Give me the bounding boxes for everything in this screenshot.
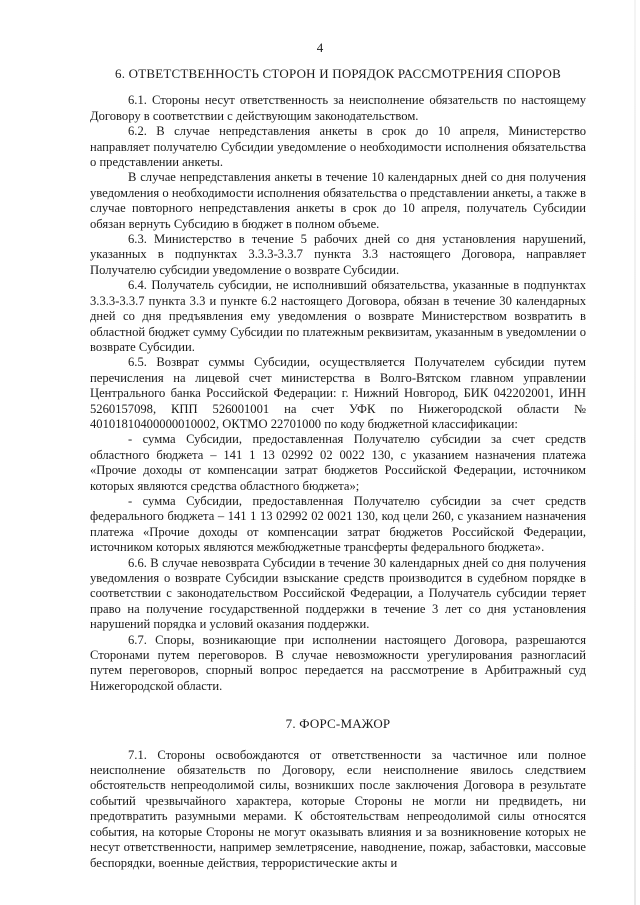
paragraph-6-6: 6.6. В случае невозврата Субсидии в течение 30 календарных дней со дня получения уведомления о возврате Субсидии взыскание средств производится в судебном порядке в соответствии с законодательством Российской Федерации, а Получатель субсидии теряет право на получение государственной поддержки в течение 3 лет со дня установления нарушений порядка и условий оказания поддержки. bbox=[90, 555, 586, 632]
paragraph-7-1: 7.1. Стороны освобождаются от ответственности за частичное или полное неисполнение обязательств по Договору, если неисполнение явилось следствием обстоятельств непреодолимой силы, возникших после заключения Договора в результате событий чрезвычайного характера, которые Стороны не могли ни предвидеть, ни предотвратить разумными мерами. К обстоятельствам непреодолимой силы относятся события, на которые Стороны не могут оказывать влияния и за возникновение которых не несут ответственности, например землетрясение, наводнение, пожар, забастовки, массовые беспорядки, военные действия, террористические акты и bbox=[90, 747, 586, 870]
paragraph-6-5-regional-budget: - сумма Субсидии, предоставленная Получателю субсидии за счет средств областного бюджета – 141 1 13 02992 02 0022 130, с указанием назначения платежа «Прочие доходы от компенсации затрат бюджетов Российской Федерации, источником которых являются средства областного бюджета»; bbox=[90, 432, 586, 493]
paragraph-6-1: 6.1. Стороны несут ответственность за неисполнение обязательств по настоящему Договору в соответствии с действующим законодательством. bbox=[90, 93, 586, 123]
page-number: 4 bbox=[316, 40, 324, 55]
paragraph-6-7: 6.7. Споры, возникающие при исполнении настоящего Договора, разрешаются Сторонами путем переговоров. В случае невозможности урегулирования разногласий путем переговоров, спорный вопрос передается на рассмотрение в Арбитражный суд Нижегородской области. bbox=[90, 632, 586, 693]
section-7-heading: 7. ФОРС-МАЖОР bbox=[285, 716, 391, 732]
paragraph-6-5-federal-budget: - сумма Субсидии, предоставленная Получателю субсидии за счет средств федерального бюджета – 141 1 13 02992 02 0021 130, код цели 260, с указанием назначения платежа «Прочие доходы от компенсации затрат бюджетов Российской Федерации, источником которых являются межбюджетные трансферты федерального бюджета». bbox=[90, 493, 586, 555]
section-6-heading: 6. ОТВЕТСТВЕННОСТЬ СТОРОН И ПОРЯДОК РАССМОТРЕНИЯ СПОРОВ bbox=[115, 66, 561, 81]
paragraph-6-4: 6.4. Получатель субсидии, не исполнивший обязательства, указанные в подпунктах 3.3.3-3.3.7 пункта 3.3 и пункте 6.2 настоящего Договора, обязан в течение 30 календарных дней со дня предъявления ему уведомления о возврате Министерством возвратить в областной бюджет сумму Субсидии по платежным реквизитам, указанным в уведомлении о возврате Субсидии. bbox=[90, 278, 586, 354]
paragraph-6-3: 6.3. Министерство в течение 5 рабочих дней со дня установления нарушений, указанных в подпунктах 3.3.3-3.3.7 пункта 3.3 настоящего Договора, направляет Получателю субсидии уведомление о возврате Субсидии. bbox=[90, 232, 586, 277]
scan-edge-shadow bbox=[634, 0, 636, 905]
paragraph-6-2: 6.2. В случае непредставления анкеты в срок до 10 апреля, Министерство направляет получателю Субсидии уведомление о необходимости исполнения обязательства о представлении анкеты. bbox=[90, 124, 586, 170]
paragraph-6-2-continued: В случае непредставления анкеты в течение 10 календарных дней со дня получения уведомления о необходимости исполнения обязательства о представлении анкеты, а также в случае повторного непредставления анкеты в срок до 10 апреля, получатель Субсидии обязан вернуть Субсидию в бюджет в полном объеме. bbox=[90, 170, 586, 231]
document-body bbox=[90, 66, 586, 871]
paragraph-6-5: 6.5. Возврат суммы Субсидии, осуществляется Получателем субсидии путем перечисления на лицевой счет министерства в Волго-Вятском главном управлении Центрального банка Российской Федерации: г. Нижний Новгород, БИК 042202001, ИНН 5260157098, КПП 526001001 на счет УФК по Нижегородской области № 40101810400000010002, ОКТМО 22701000 по коду бюджетной классификации: bbox=[90, 355, 586, 431]
